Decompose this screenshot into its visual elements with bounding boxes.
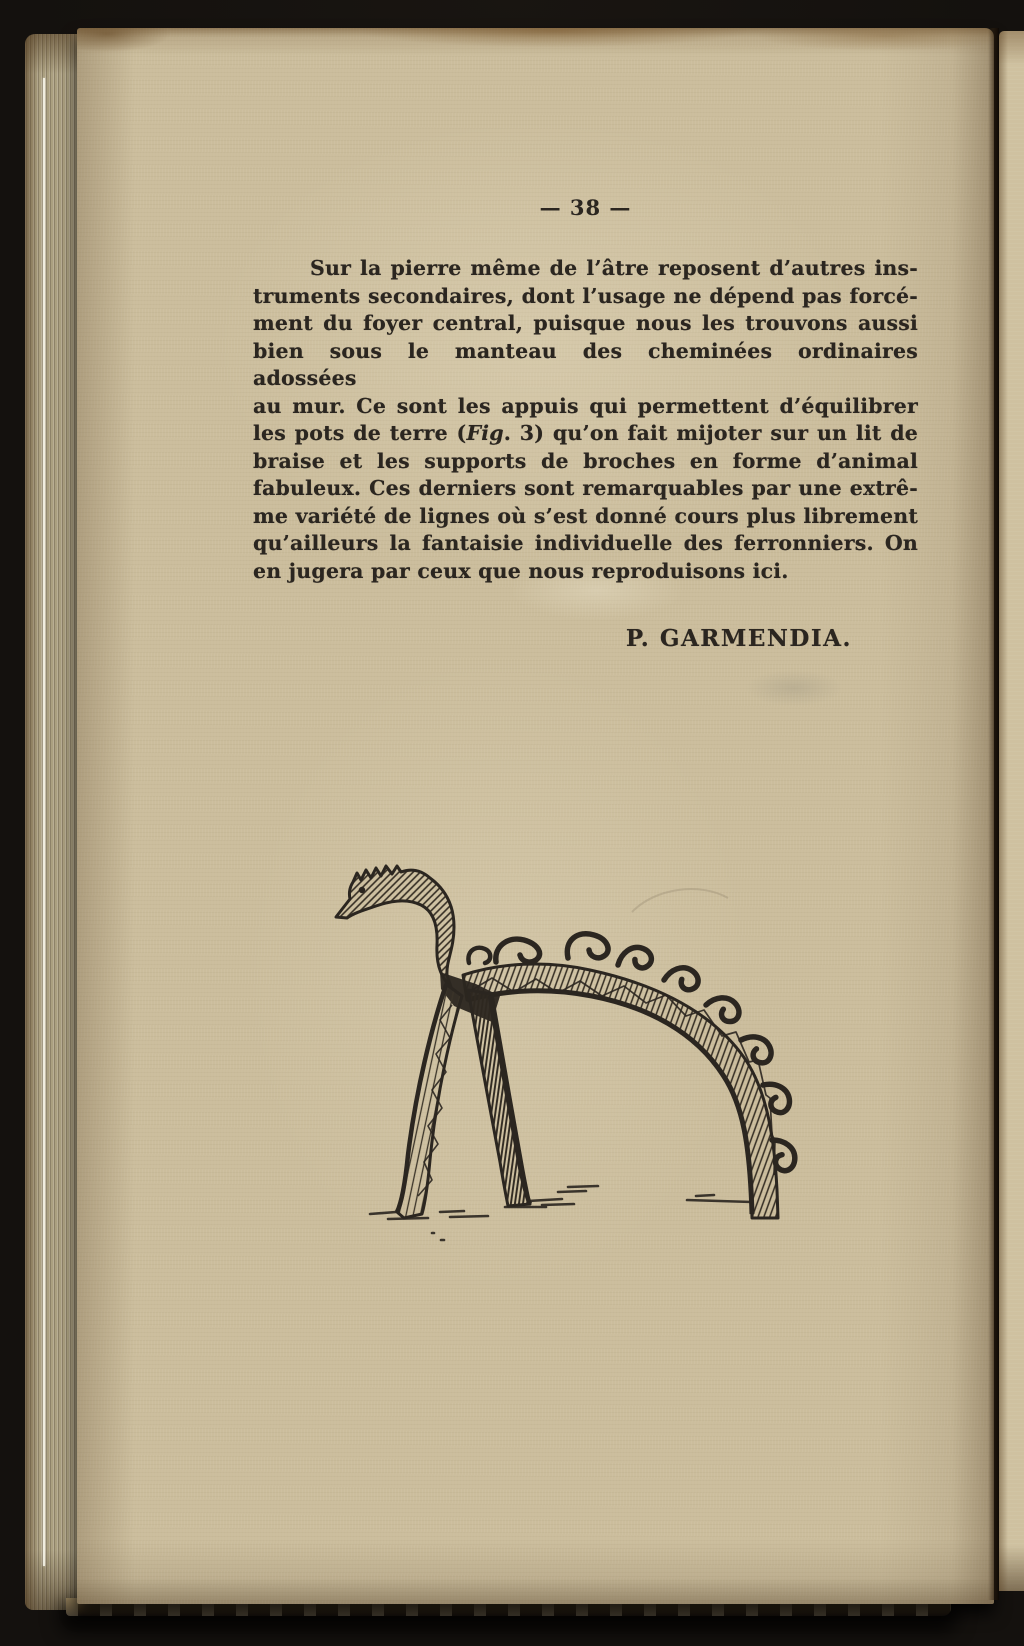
adjacent-page-edge xyxy=(999,31,1024,1591)
page-edge-stack xyxy=(25,34,79,1610)
book-page xyxy=(77,28,994,1604)
page-number: — 38 — xyxy=(539,195,632,220)
book-gutter-crease xyxy=(988,28,999,1600)
paragraph-line: au mur. Ce sont les appuis qui permettent d’équilibrer xyxy=(253,393,918,418)
paragraph-line: Sur la pierre même de l’âtre reposent d’autres ins- xyxy=(310,256,918,280)
andiron-body xyxy=(336,866,778,1218)
line-text: les pots de terre ( xyxy=(253,421,467,445)
fabulous-animal-andiron-illustration xyxy=(300,800,840,1260)
body-paragraph xyxy=(253,255,918,585)
paragraph-line: braise et les supports de broches en forme d’animal xyxy=(253,448,918,473)
paragraph-line: en jugera par ceux que nous reproduisons ici. xyxy=(253,558,789,583)
page-edge-highlight xyxy=(43,78,45,1566)
eye xyxy=(359,887,365,893)
paragraph-line xyxy=(253,420,918,448)
figure-reference: Fig xyxy=(466,421,504,445)
paragraph-line: qu’ailleurs la fantaisie individuelle des ferronniers. On xyxy=(253,531,918,555)
paragraph-line: me variété de lignes où s’est donné cours plus librement xyxy=(253,503,918,528)
paper-stain-arc xyxy=(632,889,728,912)
paragraph-line: fabuleux. Ces derniers sont remarquables par une extrê- xyxy=(253,476,918,500)
line-text: . 3) qu’on fait mijoter sur un lit de xyxy=(503,421,918,445)
paragraph-line: ment du foyer central, puisque nous les trouvons aussi xyxy=(253,311,918,335)
paragraph-line: bien sous le manteau des cheminées ordinaires adossées xyxy=(253,338,918,390)
paragraph-line: truments secondaires, dont l’usage ne dépend pas forcé- xyxy=(253,283,918,308)
author-signature: P. GARMENDIA. xyxy=(625,625,852,652)
